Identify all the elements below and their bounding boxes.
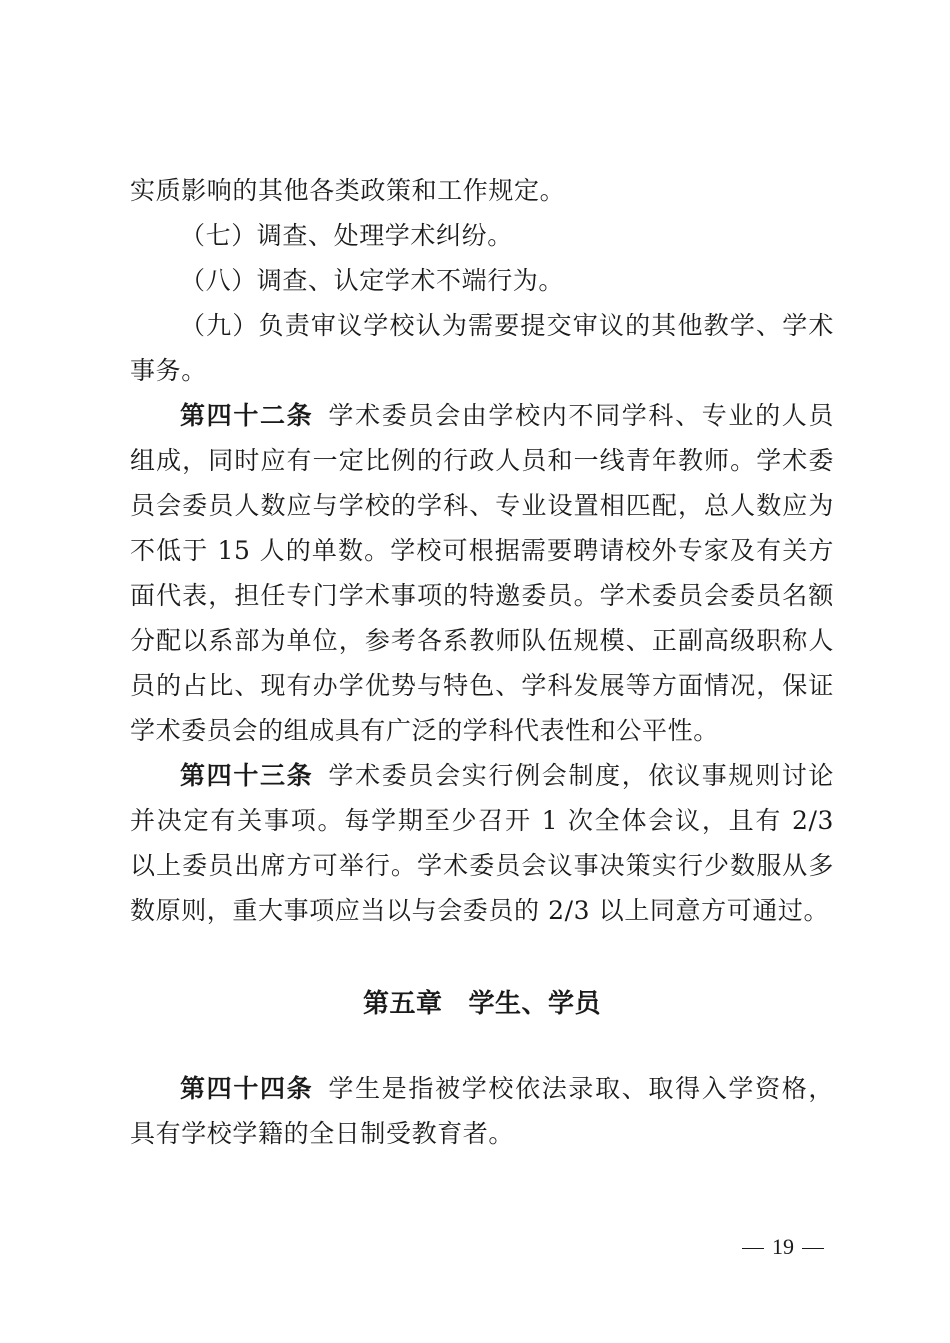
article-44 (130, 1066, 834, 1156)
paragraph-item-9: （九）负责审议学校认为需要提交审议的其他教学、学术事务。 (130, 311, 834, 385)
article-43-label: 第四十三条 (180, 761, 314, 790)
article-43-text: 学术委员会实行例会制度，依议事规则讨论并决定有关事项。每学期至少召开 1 次全体会议，且有 2/3 以上委员出席方可举行。学术委员会议事决策实行少数服从多数原则，重大事项应当以与会委员的 2/3 以上同意方可通过。 (130, 761, 834, 925)
paragraph-policy-continuation: 实质影响的其他各类政策和工作规定。 (130, 176, 566, 205)
article-43 (130, 753, 834, 933)
article-42 (130, 393, 834, 753)
footer-right-dash (802, 1248, 824, 1249)
chapter-number: 第五章 (362, 989, 443, 1019)
page-number: 19 (772, 1234, 794, 1259)
article-42-label: 第四十二条 (180, 401, 314, 430)
footer-left-dash (742, 1248, 764, 1249)
article-44-text: 学生是指被学校依法录取、取得入学资格，具有学校学籍的全日制受教育者。 (130, 1074, 834, 1148)
chapter-title: 学生、学员 (468, 989, 602, 1019)
document-body (130, 168, 834, 1156)
paragraph-item-7: （七）调查、处理学术纠纷。 (180, 221, 513, 250)
article-42-text: 学术委员会由学校内不同学科、专业的人员组成，同时应有一定比例的行政人员和一线青年教师。学术委员会委员人数应与学校的学科、专业设置相匹配，总人数应为不低于 15 人的单数。学校可根据需要聘请校外专家及有关方面代表，担任专门学术事项的特邀委员。学术委员会委员名额分配以系部为单位，参考各系教师队伍规模、正副高级职称人员的占比、现有办学优势与特色、学科发展等方面情况，保证学术委员会的组成具有广泛的学科代表性和公平性。 (130, 401, 834, 745)
chapter-spacer-above (130, 933, 834, 983)
paragraph-item-8: （八）调查、认定学术不端行为。 (180, 266, 565, 295)
article-44-label: 第四十四条 (180, 1074, 314, 1103)
chapter-spacer-below (130, 1020, 834, 1066)
page-footer (734, 1234, 832, 1260)
chapter-heading (130, 983, 834, 1020)
